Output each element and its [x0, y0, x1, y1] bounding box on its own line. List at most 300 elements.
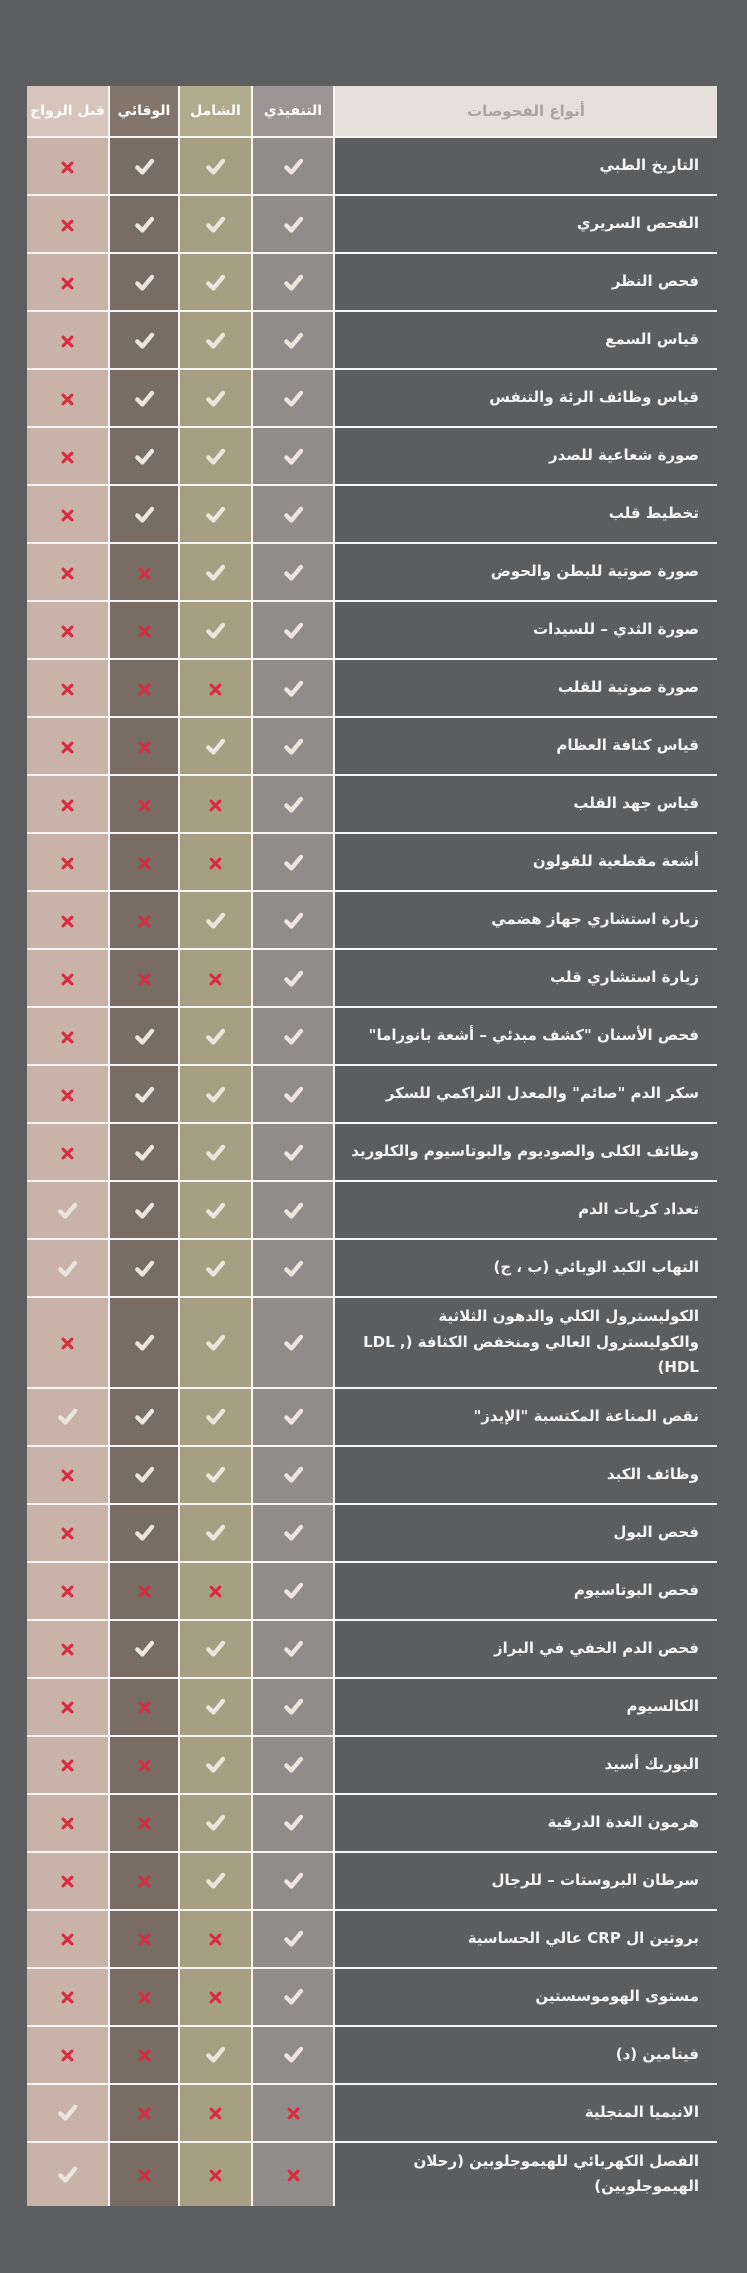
check-icon: [282, 909, 305, 932]
x-icon: [137, 1700, 152, 1715]
packages-comparison-table: [27, 86, 717, 2206]
mark-cell-premarital: [27, 1503, 110, 1561]
mark-cell-executive: [253, 600, 335, 658]
test-name-cell: مستوى الهوموسستين: [335, 1967, 717, 2025]
test-name-cell: سرطان البروستات – للرجال: [335, 1851, 717, 1909]
mark-cell-premarital: [27, 1180, 110, 1238]
mark-cell-comprehensive: [180, 1677, 253, 1735]
test-name-cell: الكوليسترول الكلي والدهون الثلاثية والكوليسترول العالي ومنخفض الكثافة (LDL , HDL): [335, 1296, 717, 1387]
mark-cell-premarital: [27, 1793, 110, 1851]
table-row: [27, 832, 717, 890]
mark-cell-premarital: [27, 368, 110, 426]
check-icon: [204, 909, 227, 932]
x-icon: [60, 1816, 75, 1831]
test-name-cell: قياس السمع: [335, 310, 717, 368]
check-icon: [204, 213, 227, 236]
x-icon: [60, 972, 75, 987]
test-name-cell: فحص الأسنان "كشف مبدئي – أشعة بانوراما": [335, 1006, 717, 1064]
mark-cell-preventive: [110, 774, 180, 832]
mark-cell-executive: [253, 832, 335, 890]
mark-cell-preventive: [110, 890, 180, 948]
check-icon: [282, 677, 305, 700]
mark-cell-preventive: [110, 368, 180, 426]
mark-cell-preventive: [110, 1387, 180, 1445]
table-row: [27, 890, 717, 948]
mark-cell-comprehensive: [180, 1503, 253, 1561]
mark-cell-executive: [253, 1122, 335, 1180]
check-icon: [133, 1141, 156, 1164]
x-icon: [60, 1700, 75, 1715]
test-name-cell: الكالسيوم: [335, 1677, 717, 1735]
table-row: [27, 716, 717, 774]
check-icon: [282, 1695, 305, 1718]
mark-cell-preventive: [110, 600, 180, 658]
table-row: [27, 600, 717, 658]
test-name-cell: الفحص السريري: [335, 194, 717, 252]
test-name-cell: التاريخ الطبي: [335, 136, 717, 194]
mark-cell-preventive: [110, 658, 180, 716]
check-icon: [282, 503, 305, 526]
check-icon: [133, 1521, 156, 1544]
test-name-cell: فحص البول: [335, 1503, 717, 1561]
mark-cell-executive: [253, 252, 335, 310]
mark-cell-executive: [253, 542, 335, 600]
mark-cell-premarital: [27, 194, 110, 252]
mark-cell-executive: [253, 1180, 335, 1238]
test-name-cell: صورة صوتية للقلب: [335, 658, 717, 716]
check-icon: [133, 1331, 156, 1354]
mark-cell-preventive: [110, 1064, 180, 1122]
x-icon: [60, 1584, 75, 1599]
x-icon: [60, 740, 75, 755]
x-icon: [137, 740, 152, 755]
mark-cell-preventive: [110, 542, 180, 600]
table-row: [27, 774, 717, 832]
mark-cell-comprehensive: [180, 1909, 253, 1967]
table-row: [27, 1619, 717, 1677]
mark-cell-preventive: [110, 1793, 180, 1851]
table-row: [27, 1387, 717, 1445]
check-icon: [133, 1463, 156, 1486]
mark-cell-premarital: [27, 484, 110, 542]
check-icon: [204, 1637, 227, 1660]
test-name-cell: قياس جهد القلب: [335, 774, 717, 832]
mark-cell-executive: [253, 1064, 335, 1122]
mark-cell-comprehensive: [180, 658, 253, 716]
check-icon: [282, 1811, 305, 1834]
x-icon: [137, 2048, 152, 2063]
test-name-cell: نقص المناعة المكتسبة "الإيدز": [335, 1387, 717, 1445]
check-icon: [204, 1083, 227, 1106]
mark-cell-premarital: [27, 1561, 110, 1619]
table-row: [27, 1677, 717, 1735]
x-icon: [137, 566, 152, 581]
check-icon: [282, 967, 305, 990]
x-icon: [137, 972, 152, 987]
check-icon: [204, 1025, 227, 1048]
mark-cell-comprehensive: [180, 310, 253, 368]
mark-cell-comprehensive: [180, 1238, 253, 1296]
mark-cell-executive: [253, 1387, 335, 1445]
x-icon: [60, 1468, 75, 1483]
column-header-preventive: الوقائي: [110, 86, 180, 136]
check-icon: [282, 271, 305, 294]
table-row: [27, 252, 717, 310]
test-name-cell: الفصل الكهربائي للهيموجلوبين (رحلان الهيموجلوبين): [335, 2141, 717, 2206]
check-icon: [282, 1927, 305, 1950]
mark-cell-preventive: [110, 310, 180, 368]
mark-cell-comprehensive: [180, 948, 253, 1006]
mark-cell-preventive: [110, 136, 180, 194]
x-icon: [60, 1642, 75, 1657]
mark-cell-preventive: [110, 252, 180, 310]
mark-cell-premarital: [27, 1967, 110, 2025]
check-icon: [204, 1811, 227, 1834]
table-row: [27, 542, 717, 600]
x-icon: [60, 1146, 75, 1161]
mark-cell-comprehensive: [180, 832, 253, 890]
table-row: [27, 1006, 717, 1064]
check-icon: [133, 503, 156, 526]
check-icon: [56, 1405, 79, 1428]
check-icon: [204, 1695, 227, 1718]
mark-cell-preventive: [110, 1445, 180, 1503]
x-icon: [208, 1990, 223, 2005]
mark-cell-preventive: [110, 1851, 180, 1909]
mark-cell-executive: [253, 426, 335, 484]
check-icon: [133, 1025, 156, 1048]
x-icon: [60, 508, 75, 523]
mark-cell-preventive: [110, 1967, 180, 2025]
x-icon: [60, 624, 75, 639]
mark-cell-executive: [253, 2025, 335, 2083]
mark-cell-executive: [253, 1619, 335, 1677]
mark-cell-premarital: [27, 1122, 110, 1180]
mark-cell-comprehensive: [180, 2025, 253, 2083]
mark-cell-comprehensive: [180, 716, 253, 774]
mark-cell-preventive: [110, 1503, 180, 1561]
x-icon: [60, 450, 75, 465]
mark-cell-executive: [253, 1006, 335, 1064]
mark-cell-preventive: [110, 1619, 180, 1677]
check-icon: [204, 1331, 227, 1354]
test-name-cell: فيتامين (د): [335, 2025, 717, 2083]
x-icon: [60, 914, 75, 929]
x-icon: [60, 1758, 75, 1773]
test-name-cell: قياس كثافة العظام: [335, 716, 717, 774]
x-icon: [208, 1584, 223, 1599]
check-icon: [204, 1199, 227, 1222]
x-icon: [60, 160, 75, 175]
check-icon: [282, 1579, 305, 1602]
mark-cell-preventive: [110, 484, 180, 542]
mark-cell-comprehensive: [180, 1006, 253, 1064]
check-icon: [282, 329, 305, 352]
check-icon: [204, 1463, 227, 1486]
x-icon: [60, 1088, 75, 1103]
mark-cell-comprehensive: [180, 1445, 253, 1503]
check-icon: [204, 1869, 227, 1892]
check-icon: [282, 561, 305, 584]
mark-cell-executive: [253, 1967, 335, 2025]
mark-cell-comprehensive: [180, 136, 253, 194]
table-row: [27, 2025, 717, 2083]
x-icon: [60, 856, 75, 871]
mark-cell-executive: [253, 1503, 335, 1561]
mark-cell-executive: [253, 1445, 335, 1503]
check-icon: [204, 155, 227, 178]
mark-cell-comprehensive: [180, 368, 253, 426]
mark-cell-premarital: [27, 832, 110, 890]
check-icon: [133, 1083, 156, 1106]
test-name-cell: قياس وظائف الرئة والتنفس: [335, 368, 717, 426]
mark-cell-premarital: [27, 1677, 110, 1735]
x-icon: [208, 798, 223, 813]
test-name-cell: هرمون الغدة الدرقية: [335, 1793, 717, 1851]
mark-cell-preventive: [110, 832, 180, 890]
mark-cell-comprehensive: [180, 1619, 253, 1677]
x-icon: [286, 2168, 301, 2183]
x-icon: [137, 682, 152, 697]
check-icon: [282, 1985, 305, 2008]
check-icon: [204, 329, 227, 352]
mark-cell-premarital: [27, 310, 110, 368]
mark-cell-premarital: [27, 2083, 110, 2141]
x-icon: [60, 276, 75, 291]
test-name-cell: زيارة استشاري جهاز هضمي: [335, 890, 717, 948]
x-icon: [208, 1932, 223, 1947]
test-name-cell: سكر الدم "صائم" والمعدل التراكمي للسكر: [335, 1064, 717, 1122]
x-icon: [137, 1584, 152, 1599]
mark-cell-premarital: [27, 252, 110, 310]
check-icon: [282, 387, 305, 410]
table-row: [27, 1851, 717, 1909]
check-icon: [204, 271, 227, 294]
check-icon: [282, 1083, 305, 1106]
check-icon: [133, 387, 156, 410]
table-row: [27, 1180, 717, 1238]
check-icon: [204, 503, 227, 526]
check-icon: [282, 213, 305, 236]
mark-cell-preventive: [110, 194, 180, 252]
x-icon: [60, 798, 75, 813]
check-icon: [282, 2043, 305, 2066]
test-name-cell: زيارة استشاري قلب: [335, 948, 717, 1006]
mark-cell-preventive: [110, 1238, 180, 1296]
x-icon: [208, 972, 223, 987]
check-icon: [204, 387, 227, 410]
check-icon: [204, 1405, 227, 1428]
check-icon: [56, 1257, 79, 1280]
table-row: [27, 1909, 717, 1967]
mark-cell-preventive: [110, 426, 180, 484]
table-row: [27, 1735, 717, 1793]
mark-cell-executive: [253, 716, 335, 774]
mark-cell-executive: [253, 2083, 335, 2141]
test-name-cell: التهاب الكبد الوبائي (ب ، ج): [335, 1238, 717, 1296]
check-icon: [133, 213, 156, 236]
x-icon: [137, 2106, 152, 2121]
check-icon: [282, 1331, 305, 1354]
mark-cell-comprehensive: [180, 1296, 253, 1387]
mark-cell-comprehensive: [180, 774, 253, 832]
mark-cell-executive: [253, 1296, 335, 1387]
mark-cell-preventive: [110, 1677, 180, 1735]
mark-cell-preventive: [110, 2083, 180, 2141]
table-row: [27, 1967, 717, 2025]
mark-cell-premarital: [27, 1006, 110, 1064]
check-icon: [204, 2043, 227, 2066]
check-icon: [133, 1199, 156, 1222]
mark-cell-executive: [253, 136, 335, 194]
mark-cell-executive: [253, 2141, 335, 2206]
mark-cell-executive: [253, 890, 335, 948]
x-icon: [60, 1336, 75, 1351]
x-icon: [60, 1932, 75, 1947]
mark-cell-preventive: [110, 1180, 180, 1238]
table-row: [27, 136, 717, 194]
mark-cell-executive: [253, 368, 335, 426]
mark-cell-executive: [253, 658, 335, 716]
mark-cell-premarital: [27, 1296, 110, 1387]
check-icon: [282, 155, 305, 178]
mark-cell-premarital: [27, 1387, 110, 1445]
test-name-cell: الانيميا المنجلية: [335, 2083, 717, 2141]
check-icon: [56, 1199, 79, 1222]
mark-cell-executive: [253, 1561, 335, 1619]
check-icon: [204, 1521, 227, 1544]
test-name-cell: وظائف الكبد: [335, 1445, 717, 1503]
check-icon: [204, 561, 227, 584]
check-icon: [282, 1637, 305, 1660]
check-icon: [204, 1141, 227, 1164]
check-icon: [282, 1405, 305, 1428]
mark-cell-comprehensive: [180, 1064, 253, 1122]
mark-cell-comprehensive: [180, 2141, 253, 2206]
mark-cell-executive: [253, 1793, 335, 1851]
check-icon: [282, 793, 305, 816]
table-row: [27, 310, 717, 368]
test-name-cell: صورة صوتية للبطن والحوض: [335, 542, 717, 600]
mark-cell-premarital: [27, 1064, 110, 1122]
x-icon: [60, 682, 75, 697]
mark-cell-comprehensive: [180, 426, 253, 484]
mark-cell-premarital: [27, 1445, 110, 1503]
x-icon: [208, 2168, 223, 2183]
mark-cell-executive: [253, 774, 335, 832]
test-name-cell: تخطيط قلب: [335, 484, 717, 542]
mark-cell-premarital: [27, 2141, 110, 2206]
check-icon: [282, 619, 305, 642]
table-row: [27, 1122, 717, 1180]
table-row: [27, 1503, 717, 1561]
check-icon: [282, 1753, 305, 1776]
mark-cell-comprehensive: [180, 542, 253, 600]
mark-cell-preventive: [110, 1006, 180, 1064]
test-name-cell: فحص البوتاسيوم: [335, 1561, 717, 1619]
test-name-cell: تعداد كريات الدم: [335, 1180, 717, 1238]
mark-cell-preventive: [110, 1122, 180, 1180]
x-icon: [137, 1932, 152, 1947]
mark-cell-comprehensive: [180, 1122, 253, 1180]
test-name-cell: بروتين ال CRP عالي الحساسية: [335, 1909, 717, 1967]
x-icon: [286, 2106, 301, 2121]
mark-cell-preventive: [110, 716, 180, 774]
check-icon: [133, 1405, 156, 1428]
table-row: [27, 2141, 717, 2206]
tests-types-header: أنواع الفحوصات: [335, 86, 717, 136]
check-icon: [133, 329, 156, 352]
x-icon: [60, 1874, 75, 1889]
mark-cell-executive: [253, 1238, 335, 1296]
column-header-premarital: قبل الزواج: [27, 86, 110, 136]
mark-cell-executive: [253, 1735, 335, 1793]
mark-cell-comprehensive: [180, 252, 253, 310]
check-icon: [133, 155, 156, 178]
table-row: [27, 1064, 717, 1122]
mark-cell-comprehensive: [180, 1967, 253, 2025]
table-row: [27, 1445, 717, 1503]
x-icon: [137, 1874, 152, 1889]
mark-cell-preventive: [110, 2025, 180, 2083]
mark-cell-premarital: [27, 1851, 110, 1909]
mark-cell-premarital: [27, 890, 110, 948]
table-row: [27, 1238, 717, 1296]
x-icon: [208, 856, 223, 871]
mark-cell-executive: [253, 310, 335, 368]
mark-cell-comprehensive: [180, 2083, 253, 2141]
check-icon: [282, 1025, 305, 1048]
check-icon: [282, 1521, 305, 1544]
mark-cell-executive: [253, 948, 335, 1006]
mark-cell-premarital: [27, 1238, 110, 1296]
mark-cell-comprehensive: [180, 890, 253, 948]
test-name-cell: فحص الدم الخفي في البراز: [335, 1619, 717, 1677]
test-name-cell: فحص النظر: [335, 252, 717, 310]
x-icon: [137, 1816, 152, 1831]
mark-cell-executive: [253, 1677, 335, 1735]
mark-cell-comprehensive: [180, 1735, 253, 1793]
check-icon: [204, 619, 227, 642]
table-row: [27, 658, 717, 716]
mark-cell-premarital: [27, 1735, 110, 1793]
x-icon: [137, 624, 152, 639]
column-header-executive: التنفيذي: [253, 86, 335, 136]
x-icon: [137, 856, 152, 871]
mark-cell-preventive: [110, 948, 180, 1006]
table-row: [27, 194, 717, 252]
x-icon: [60, 1030, 75, 1045]
check-icon: [282, 445, 305, 468]
mark-cell-preventive: [110, 1296, 180, 1387]
x-icon: [60, 1990, 75, 2005]
check-icon: [204, 735, 227, 758]
column-header-comprehensive: الشامل: [180, 86, 253, 136]
mark-cell-premarital: [27, 774, 110, 832]
check-icon: [204, 445, 227, 468]
x-icon: [60, 566, 75, 581]
table-row: [27, 1561, 717, 1619]
mark-cell-comprehensive: [180, 600, 253, 658]
mark-cell-preventive: [110, 2141, 180, 2206]
mark-cell-executive: [253, 194, 335, 252]
check-icon: [282, 1257, 305, 1280]
mark-cell-preventive: [110, 1735, 180, 1793]
mark-cell-comprehensive: [180, 1561, 253, 1619]
x-icon: [208, 2106, 223, 2121]
test-name-cell: صورة شعاعية للصدر: [335, 426, 717, 484]
check-icon: [133, 271, 156, 294]
